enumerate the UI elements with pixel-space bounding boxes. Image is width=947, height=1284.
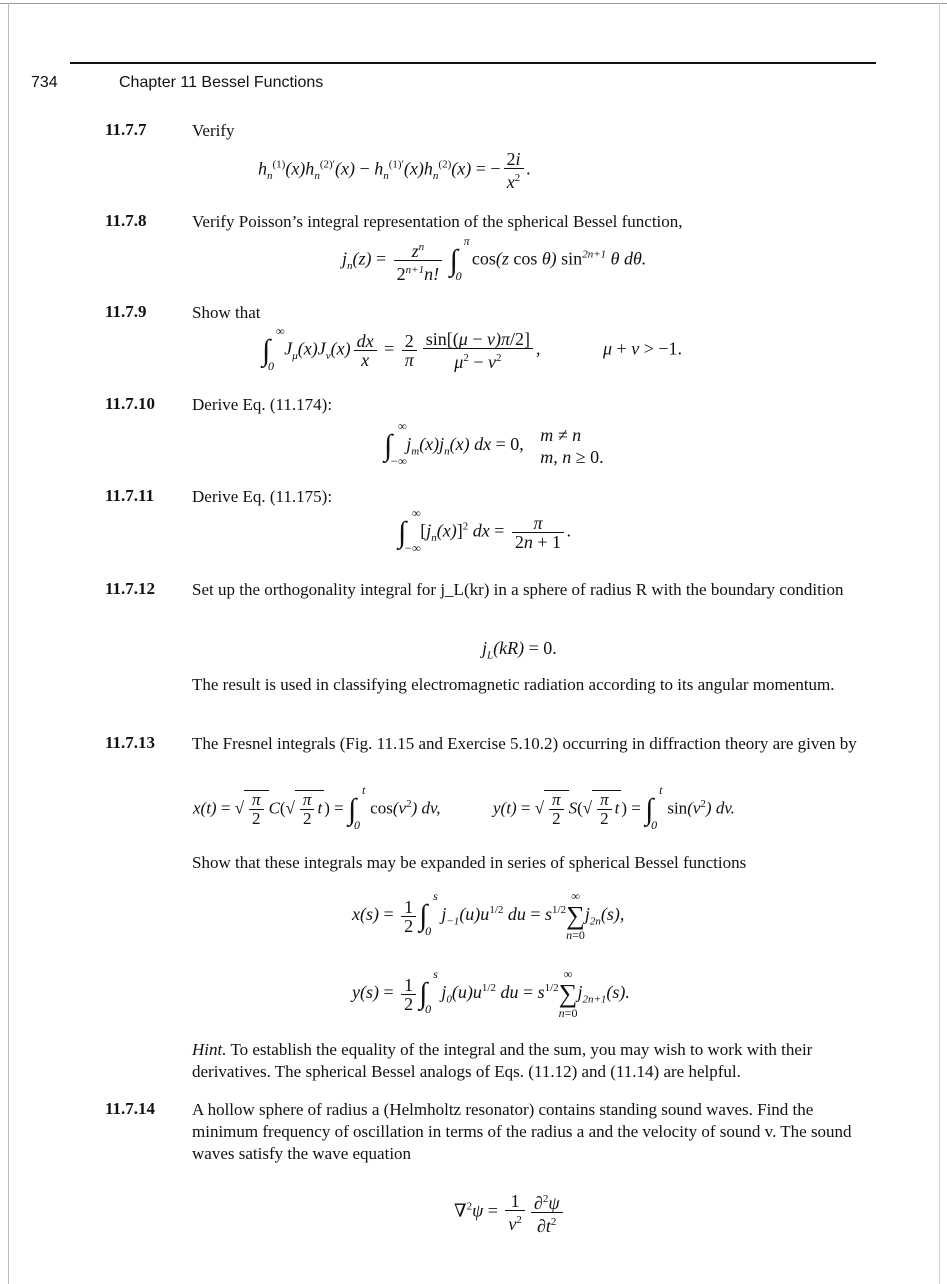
equation-11-174: ∫ ∞ −∞ $j_m(x)j_n(x)$ dx = 0, m ≠ n m, n ≥ 0. <box>384 419 604 468</box>
exercise-text: Verify Poisson’s integral representation of the spherical Bessel function, <box>192 212 683 231</box>
exercise-number: 11.7.10 <box>105 394 156 413</box>
exercise-number: 11.7.12 <box>105 579 156 598</box>
equation-y-series: y(s) = $\frac{1}{2}$ ∫ s 0 $j_0(u)u^{1/2}$ du = $s^{1/2}$ ∞ ∑ n=0 $j_{2n+1}(s)$. <box>352 967 630 1020</box>
exercise-text-after: The result is used in classifying electromagnetic radiation according to its angular momentum. <box>192 675 835 694</box>
equation-poisson-integral: $j_n(z)$ = $\frac{z^n}{2^{n+1}n!}$ ∫ π 0 cos(z cos θ) $\sin^{2n+1} \theta$ dθ. <box>342 233 647 284</box>
equation-11-175: ∫ ∞ −∞ $[j_n(x)]^2$ dx = $\frac{\pi}{2n + 1}$ . <box>398 505 572 555</box>
equation-wave: ∇$^2$ψ = $\frac{1}{v^2}$ $\frac{\partial^2\psi}{\partial t^2}$ <box>454 1190 566 1235</box>
exercise-text: A hollow sphere of radius a (Helmholtz resonator) contains standing sound waves. Find the minimum frequency of oscillation in terms of the radius a and the velocity of sound v. The sound waves satisfy the wave equation <box>192 1100 852 1163</box>
exercise-number: 11.7.13 <box>105 733 156 752</box>
exercise-text: The Fresnel integrals (Fig. 11.15 and Exercise 5.10.2) occurring in diffraction theory are given by <box>192 734 857 753</box>
exercise-text: Derive Eq. (11.174): <box>192 395 333 414</box>
running-head <box>31 74 323 92</box>
exercise-text: Show that <box>192 303 261 322</box>
exercise-number: 11.7.11 <box>105 486 155 505</box>
equation-bessel-product-integral: ∫ ∞ 0 $J_\mu(x)J_\nu(x)$ $\frac{dx}{x}$ = $\frac{2}{\pi}$ $\frac{\sin[(\mu - \nu)\pi/2]}{\mu^2 - \nu^2}$ , μ + ν > −1. <box>262 323 683 373</box>
hint-label: Hint. <box>192 1040 227 1059</box>
exercise-number: 11.7.9 <box>105 302 147 321</box>
equation-boundary-condition: $j_L(kR) = 0$. <box>482 638 557 662</box>
exercise-text: Verify <box>192 121 235 140</box>
equation-wronskian: $h_n^{(1)}(x)h_n^{(2)'}(x) - h_n^{(1)'}(x)h_n^{(2)}(x)$ = − $\frac{2i}{x^2}$ . <box>258 149 532 192</box>
hint-text: To establish the equality of the integral and the sum, you may wish to work with their derivatives. The spherical Bessel analogs of Eqs. (11.12) and (11.14) are helpful. <box>192 1040 813 1081</box>
exercise-text: Set up the orthogonality integral for j_L(kr) in a sphere of radius R with the boundary condition <box>192 580 844 599</box>
equation-fresnel-integrals: x(t) = √ $\frac{\pi}{2}$ C(√ $\frac{\pi}{2}$ t ) = ∫ t 0 $\cos(v^2)$ dv, y(t) = √ $\frac{\pi}{2}$ S(√ $\frac{\pi}{2}$ t ) = ∫ t 0 $\sin(v^2)$ dv. <box>193 782 735 832</box>
page-frame-top <box>0 3 947 4</box>
page-frame-left <box>8 3 9 1284</box>
chapter-title: Chapter 11 Bessel Functions <box>119 74 324 91</box>
hint-paragraph <box>192 1039 882 1083</box>
page-number: 734 <box>31 74 58 91</box>
equation-x-series: x(s) = $\frac{1}{2}$ ∫ s 0 $j_{-1}(u)u^{1/2}$ du = $s^{1/2}$ ∞ ∑ n=0 $j_{2n}(s)$, <box>352 889 625 942</box>
exercise-number: 11.7.14 <box>105 1099 156 1118</box>
exercise-text: Derive Eq. (11.175): <box>192 487 333 506</box>
exercise-number: 11.7.8 <box>105 211 147 230</box>
exercise-number: 11.7.7 <box>105 120 147 139</box>
header-rule <box>70 62 876 64</box>
page-frame-right <box>939 3 940 1284</box>
exercise-text-after: Show that these integrals may be expanded in series of spherical Bessel functions <box>192 853 747 872</box>
